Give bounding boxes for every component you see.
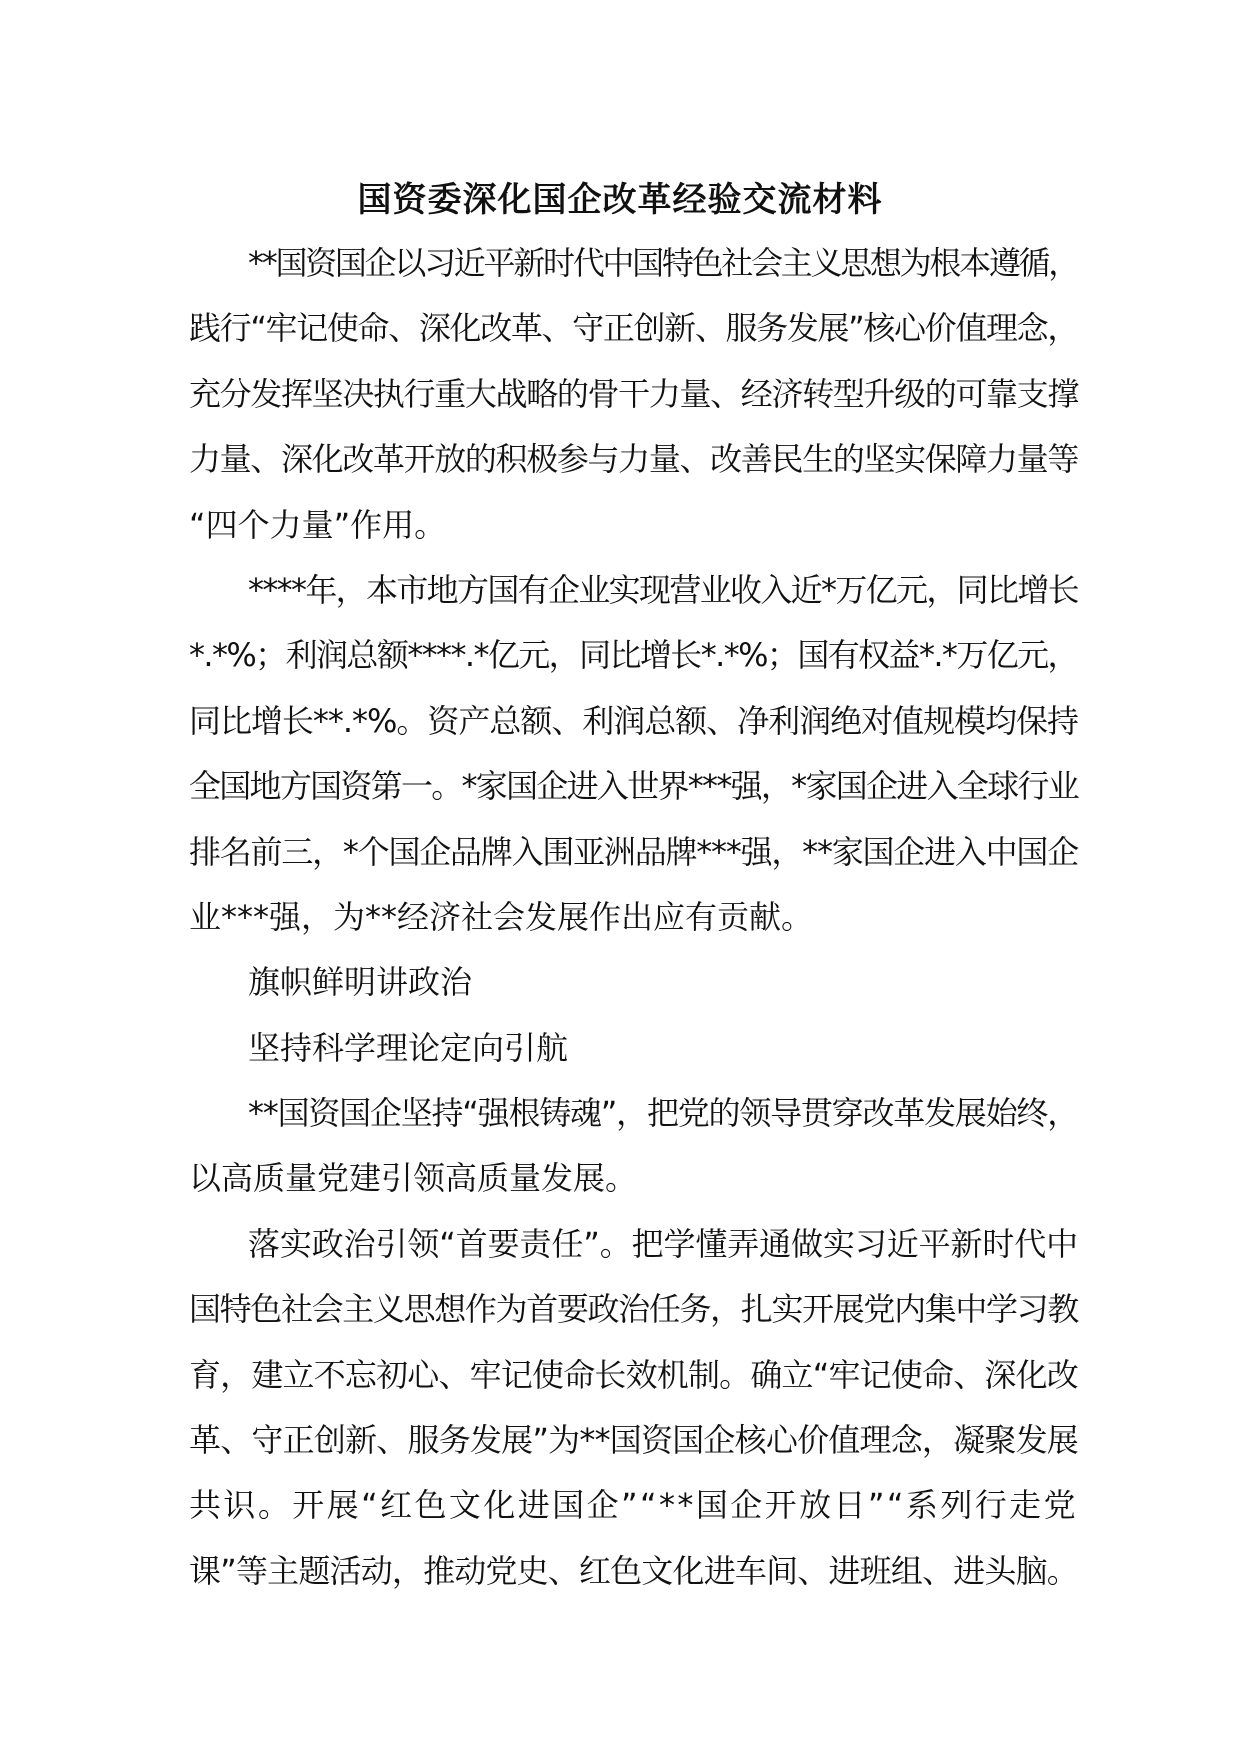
text-line-content: 国特色社会主义思想作为首要政治任务，扎实开展党内集中学习教 — [189, 1290, 1078, 1329]
text-line — [189, 623, 1078, 688]
text-line-content: 排名前三，*个国企品牌入围亚洲品牌***强，**家国企进入中国企 — [189, 832, 1078, 871]
text-line-content: 践行“牢记使命、深化改革、守正创新、服务发展”核心价值理念， — [189, 309, 1078, 348]
text-line-content: **国资国企以习近平新时代中国特色社会主义思想为根本遵循， — [248, 244, 1078, 282]
text-line — [189, 1016, 1078, 1081]
text-line-content: 革、守正创新、服务发展”为**国资国企核心价值理念，凝聚发展 — [189, 1421, 1078, 1460]
text-line — [189, 1146, 1078, 1211]
text-line — [189, 689, 1078, 754]
text-line-content: 业***强，为**经济社会发展作出应有贡献。 — [189, 897, 814, 936]
text-line-content: **国资国企坚持“强根铸魂”，把党的领导贯穿改革发展始终， — [248, 1094, 1078, 1133]
text-line — [189, 885, 1078, 950]
text-line — [189, 1408, 1078, 1473]
text-line — [189, 558, 1078, 623]
text-line — [189, 820, 1078, 885]
text-line — [189, 493, 1078, 558]
text-line — [189, 362, 1078, 427]
text-line-content: ****年，本市地方国有企业实现营业收入近*万亿元，同比增长 — [248, 570, 1078, 609]
document-title: 国资委深化国企改革经验交流材料 — [357, 180, 883, 220]
text-line-content: *.*%；利润总额****.*亿元，同比增长*.*%；国有权益*.*万亿元， — [189, 636, 1078, 675]
text-line — [189, 296, 1078, 361]
text-line-content: 旗帜鲜明讲政治 — [248, 963, 473, 1002]
text-line-content: 共识。开展“红色文化进国企”“**国企开放日”“系列行走党 — [189, 1486, 1078, 1525]
text-line-content: 育，建立不忘初心、牢记使命长效机制。确立“牢记使命、深化改 — [189, 1355, 1078, 1394]
text-line-content: 坚持科学理论定向引航 — [248, 1028, 569, 1067]
text-line — [189, 1212, 1078, 1277]
text-line-content: 全国地方国资第一。*家国企进入世界***强，*家国企进入全球行业 — [189, 767, 1078, 806]
text-line-content: “四个力量”作用。 — [189, 505, 447, 544]
text-line — [189, 231, 1078, 296]
document-body — [189, 231, 1078, 1604]
text-line-content: 课”等主题活动，推动党史、红色文化进车间、进班组、进头脑。 — [189, 1551, 1078, 1590]
text-line-content: 充分发挥坚决执行重大战略的骨干力量、经济转型升级的可靠支撑 — [189, 374, 1078, 413]
text-line — [189, 754, 1078, 819]
text-line — [189, 1277, 1078, 1342]
text-line-content: 以高质量党建引领高质量发展。 — [189, 1159, 638, 1198]
text-line — [189, 950, 1078, 1015]
text-line-content: 同比增长**.*%。资产总额、利润总额、净利润绝对值规模均保持 — [189, 701, 1078, 740]
text-line — [189, 1473, 1078, 1538]
text-line — [189, 1343, 1078, 1408]
text-line-content: 力量、深化改革开放的积极参与力量、改善民生的坚实保障力量等 — [189, 440, 1078, 479]
text-line — [189, 427, 1078, 492]
text-line-content: 落实政治引领“首要责任”。把学懂弄通做实习近平新时代中 — [248, 1224, 1078, 1263]
text-line — [189, 1081, 1078, 1146]
text-line — [189, 1539, 1078, 1604]
